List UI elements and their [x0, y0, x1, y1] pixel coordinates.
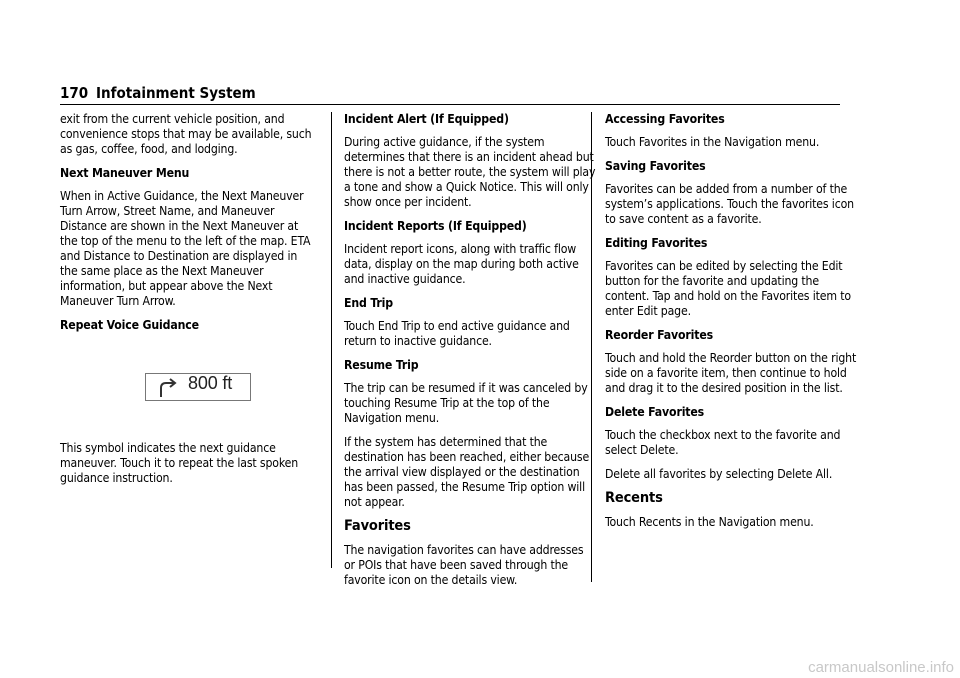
paragraph: Touch and hold the Reorder button on the right side on a favorite item, then continue to hold and drag it to the desired position in the list. [605, 351, 857, 395]
paragraph: Favorites can be added from a number of the system’s applications. Touch the favorites icon to save content as a favorite. [605, 182, 854, 226]
heading-accessing-favorites: Accessing Favorites [605, 112, 725, 126]
paragraph: Favorites can be edited by selecting the Edit button for the favorite and updating the content. Tap and hold on the Favorites item to enter Edit page. [605, 259, 851, 318]
maneuver-distance: 800 ft [188, 373, 233, 393]
paragraph: Touch Recents in the Navigation menu. [605, 515, 814, 529]
column-1 [60, 112, 312, 495]
paragraph: Touch the checkbox next to the favorite and select Delete. [605, 428, 841, 457]
heading-incident-alert: Incident Alert (If Equipped) [344, 112, 509, 126]
paragraph: The trip can be resumed if it was canceled by touching Resume Trip at the top of the Navigation menu. [344, 381, 588, 425]
paragraph: The navigation favorites can have addresses or POIs that have been saved through the favorite icon on the details view. [344, 543, 584, 587]
page-header [60, 84, 840, 106]
heading-favorites: Favorites [344, 518, 411, 534]
heading-recents: Recents [605, 490, 663, 506]
paragraph: When in Active Guidance, the Next Maneuver Turn Arrow, Street Name, and Maneuver Distance are shown in the Next Maneuver at the top of the menu to the left of the map. ETA and Distance to Destination are displayed in the same place as the Next Maneuver information, but appear above the Next Maneuver Turn Arrow. [60, 189, 311, 308]
page-number: 170 [60, 84, 89, 102]
section-title: Infotainment System [96, 84, 256, 102]
column-3 [605, 112, 857, 539]
heading-incident-reports: Incident Reports (If Equipped) [344, 219, 527, 233]
next-maneuver-symbol [145, 373, 251, 401]
turn-arrow-icon [156, 378, 178, 398]
paragraph: Delete all favorites by selecting Delete All. [605, 467, 833, 481]
column-2 [344, 112, 596, 597]
heading-saving-favorites: Saving Favorites [605, 159, 706, 173]
heading-delete-favorites: Delete Favorites [605, 405, 705, 419]
header-rule [60, 104, 840, 105]
paragraph: Incident report icons, along with traffic flow data, display on the map during both active and inactive guidance. [344, 242, 579, 286]
paragraph: During active guidance, if the system determines that there is an incident ahead but there is not a better route, the system will play a tone and show a Quick Notice. This will only show once per incident. [344, 135, 596, 209]
heading-next-maneuver-menu: Next Maneuver Menu [60, 166, 190, 180]
watermark: carmanualsonline.info [808, 659, 954, 676]
paragraph: Touch Favorites in the Navigation menu. [605, 135, 820, 149]
heading-resume-trip: Resume Trip [344, 358, 419, 372]
heading-end-trip: End Trip [344, 296, 393, 310]
heading-reorder-favorites: Reorder Favorites [605, 328, 714, 342]
heading-editing-favorites: Editing Favorites [605, 236, 708, 250]
paragraph: exit from the current vehicle position, and convenience stops that may be available, such as gas, coffee, food, and lodging. [60, 112, 312, 156]
paragraph: Touch End Trip to end active guidance and return to inactive guidance. [344, 319, 570, 348]
paragraph: If the system has determined that the destination has been reached, either because the arrival view displayed or the destination has been passed, the Resume Trip option will not appear. [344, 435, 590, 509]
heading-repeat-voice-guidance: Repeat Voice Guidance [60, 318, 199, 332]
column-divider-1 [331, 112, 332, 568]
paragraph: This symbol indicates the next guidance maneuver. Touch it to repeat the last spoken guidance instruction. [60, 441, 299, 485]
